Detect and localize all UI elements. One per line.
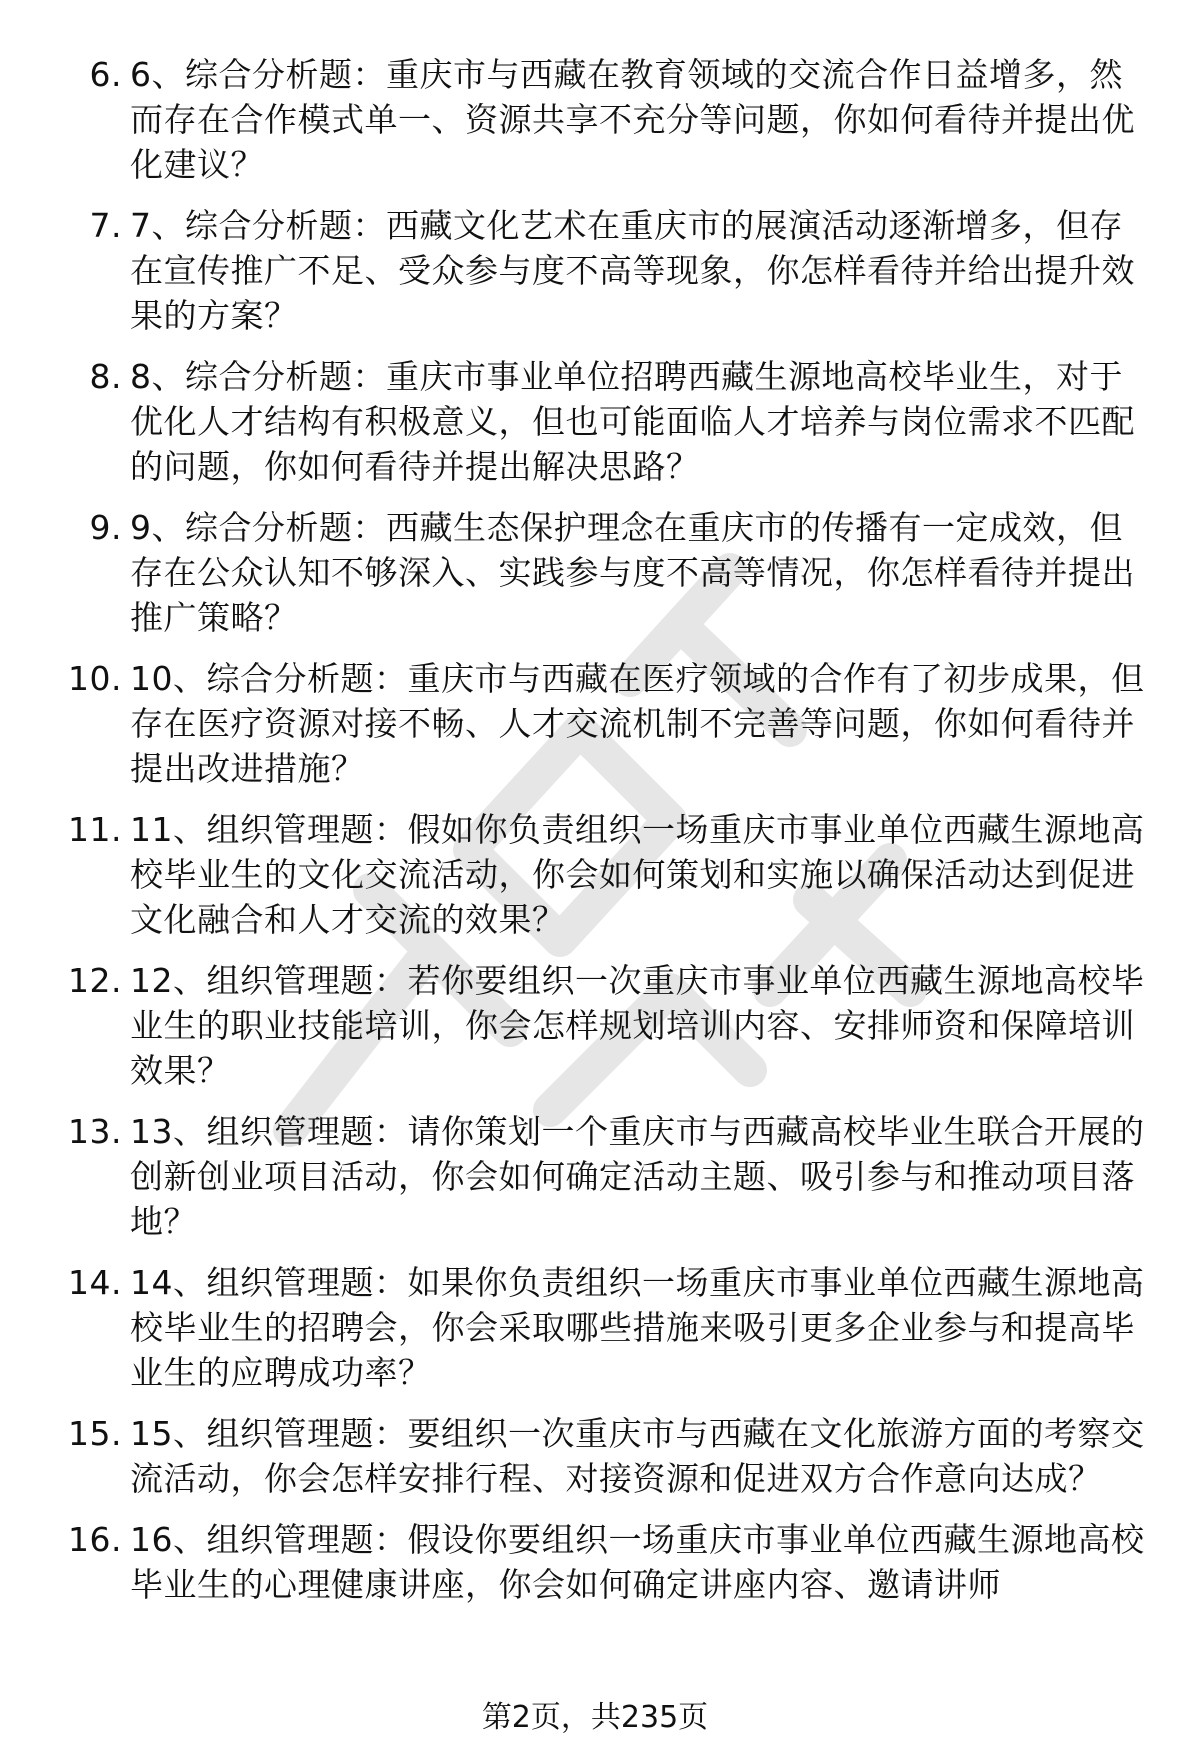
question-number: 8.: [89, 357, 122, 396]
page-indicator: 第2页，共235页: [481, 1700, 709, 1735]
question-text: 7、综合分析题：西藏文化艺术在重庆市的展演活动逐渐增多，但存在宣传推广不足、受众参与度不高等现象，你怎样看待并给出提升效果的方案？: [130, 206, 1135, 335]
question-item: [60, 807, 1150, 942]
question-number: 16.: [68, 1520, 122, 1559]
question-text: 14、组织管理题：如果你负责组织一场重庆市事业单位西藏生源地高校毕业生的招聘会，你会采取哪些措施来吸引更多企业参与和提高毕业生的应聘成功率？: [130, 1263, 1145, 1392]
question-item: [60, 203, 1150, 338]
question-item: [60, 1411, 1150, 1501]
question-text: 11、组织管理题：假如你负责组织一场重庆市事业单位西藏生源地高校毕业生的文化交流活动，你会如何策划和实施以确保活动达到促进文化融合和人才交流的效果？: [130, 810, 1145, 939]
question-item: [60, 1260, 1150, 1395]
question-text: 9、综合分析题：西藏生态保护理念在重庆市的传播有一定成效，但存在公众认知不够深入、实践参与度不高等情况，你怎样看待并提出推广策略？: [130, 508, 1135, 637]
question-number: 10.: [68, 659, 122, 698]
question-item: [60, 505, 1150, 640]
question-number: 15.: [68, 1414, 122, 1453]
question-number: 7.: [89, 206, 122, 245]
question-text: 6、综合分析题：重庆市与西藏在教育领域的交流合作日益增多，然而存在合作模式单一、资源共享不充分等问题，你如何看待并提出优化建议？: [130, 55, 1135, 184]
question-number: 14.: [68, 1263, 122, 1302]
question-text: 10、综合分析题：重庆市与西藏在医疗领域的合作有了初步成果，但存在医疗资源对接不畅、人才交流机制不完善等问题，你如何看待并提出改进措施？: [130, 659, 1145, 788]
question-number: 13.: [68, 1112, 122, 1151]
question-item: [60, 1517, 1150, 1607]
question-text: 12、组织管理题：若你要组织一次重庆市事业单位西藏生源地高校毕业生的职业技能培训，你会怎样规划培训内容、安排师资和保障培训效果？: [130, 961, 1145, 1090]
question-number: 12.: [68, 961, 122, 1000]
question-text: 8、综合分析题：重庆市事业单位招聘西藏生源地高校毕业生，对于优化人才结构有积极意义，但也可能面临人才培养与岗位需求不匹配的问题，你如何看待并提出解决思路？: [130, 357, 1135, 486]
question-text: 13、组织管理题：请你策划一个重庆市与西藏高校毕业生联合开展的创新创业项目活动，你会如何确定活动主题、吸引参与和推动项目落地？: [130, 1112, 1145, 1241]
question-number: 9.: [89, 508, 122, 547]
question-number: 6.: [89, 55, 122, 94]
question-list: [60, 52, 1150, 1623]
question-number: 11.: [68, 810, 122, 849]
question-text: 15、组织管理题：要组织一次重庆市与西藏在文化旅游方面的考察交流活动，你会怎样安排行程、对接资源和促进双方合作意向达成？: [130, 1414, 1145, 1498]
page-footer: [0, 1698, 1190, 1738]
question-item: [60, 656, 1150, 791]
question-item: [60, 354, 1150, 489]
question-item: [60, 1109, 1150, 1244]
question-item: [60, 52, 1150, 187]
question-text: 16、组织管理题：假设你要组织一场重庆市事业单位西藏生源地高校毕业生的心理健康讲座，你会如何确定讲座内容、邀请讲师: [130, 1520, 1145, 1604]
question-item: [60, 958, 1150, 1093]
